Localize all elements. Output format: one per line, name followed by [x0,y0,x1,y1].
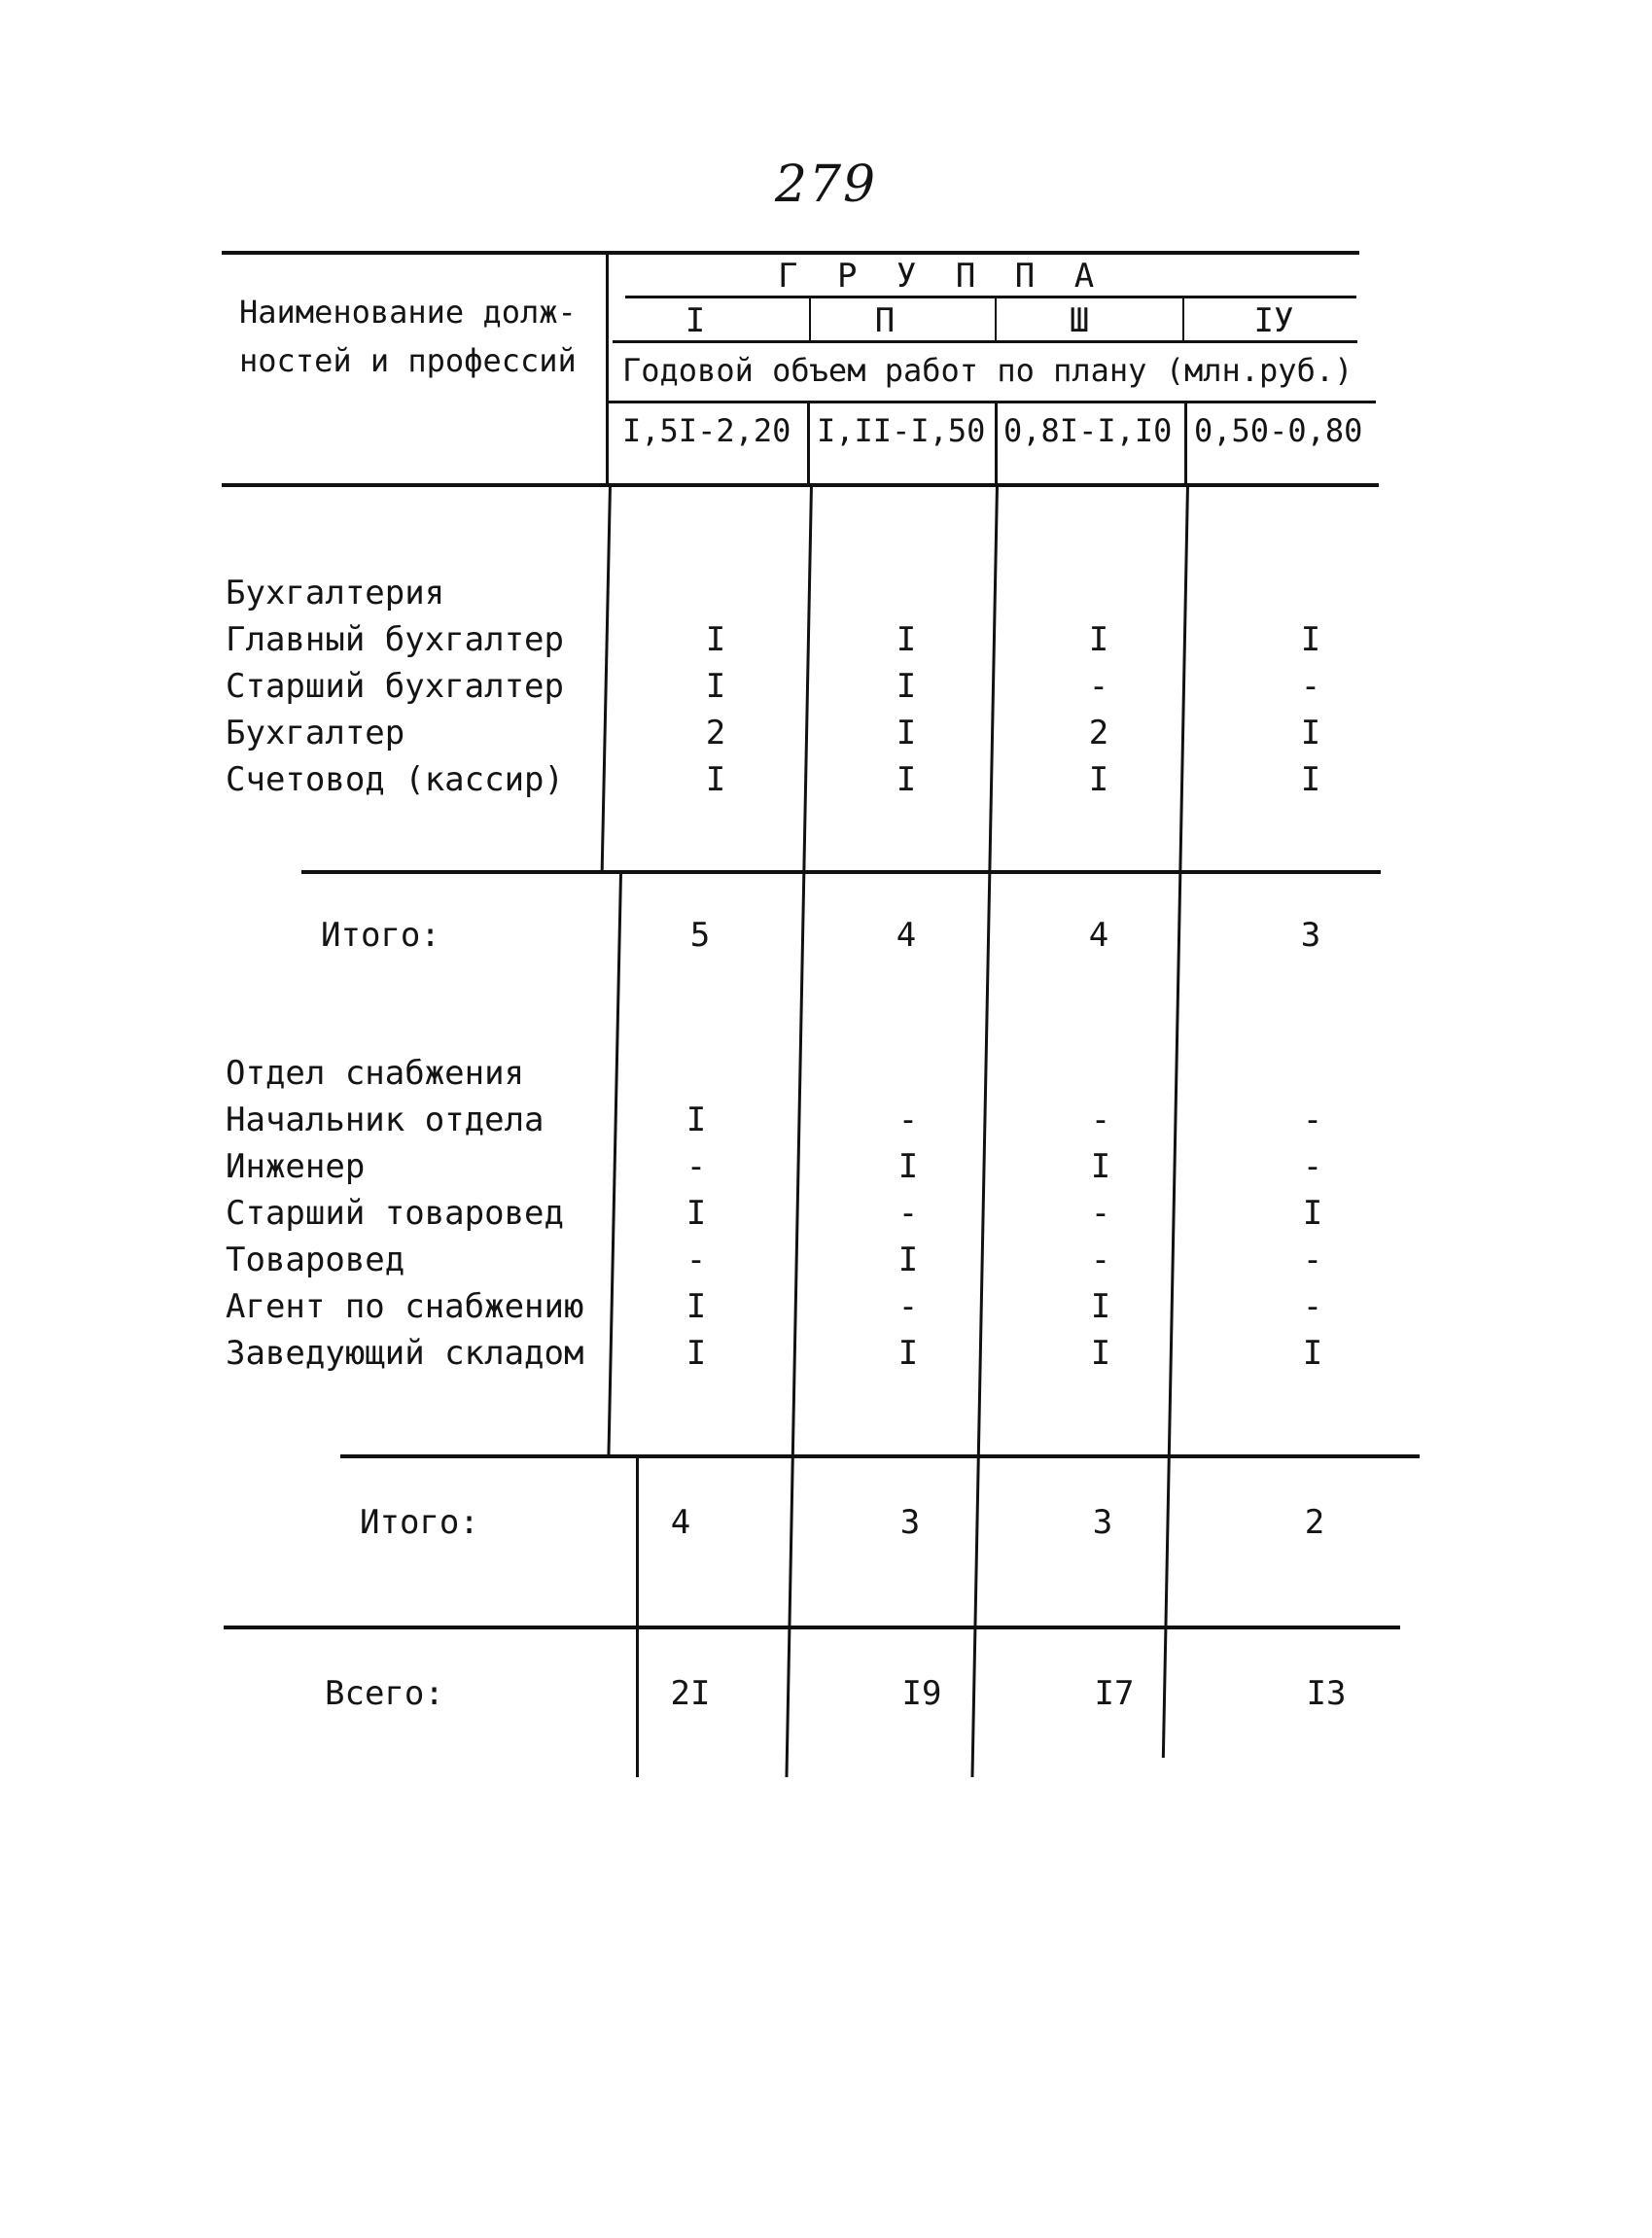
grand-total-value: 2I [670,1674,711,1713]
row-value: - [1302,1147,1323,1186]
group-column-divider [1184,402,1187,484]
name-column-divider [601,484,612,873]
row-name: Агент по снабжению [226,1287,584,1326]
row-value: I [705,620,726,659]
section-title-supply: Отдел снабжения [226,1054,525,1093]
range-group-4: 0,50-0,80 [1194,412,1363,449]
section-title-accounting: Бухгалтерия [226,574,445,612]
name-column-divider [607,873,622,1456]
total-value: 4 [896,916,917,955]
page-number: 279 [774,156,878,214]
row-name: Заведующий складом [226,1334,584,1373]
grand-total-value: I3 [1306,1674,1347,1713]
row-value: I [705,667,726,706]
row-value: I [1090,1334,1111,1373]
group-number-1: I [685,301,706,340]
total-value: 3 [899,1503,921,1542]
row-value: - [897,1194,919,1233]
row-value: - [1088,667,1109,706]
grand-total-label: Всего: [325,1674,444,1713]
row-name: Старший бухгалтер [226,667,564,706]
row-value: I [1088,760,1109,799]
row-value: I [897,1241,919,1279]
row-name: Начальник отдела [226,1101,545,1139]
row-value: I [897,1334,919,1373]
group-number-2: П [874,301,896,340]
total-label: Итого: [321,916,440,955]
row-value: - [1090,1194,1111,1233]
total-value: 4 [670,1503,691,1542]
row-name: Товаровед [226,1241,405,1279]
row-value: I [896,667,917,706]
name-column-divider [606,251,609,484]
section2-total-rule [340,1454,1420,1458]
name-column-header-line1: Наименование долж- [239,294,577,331]
group-column-divider [1162,484,1189,1758]
total-value: 3 [1092,1503,1113,1542]
row-value: I [896,714,917,752]
row-value: - [1302,1101,1323,1139]
row-value: I [685,1194,707,1233]
row-value: - [1300,667,1321,706]
group-column-divider [785,484,813,1777]
range-group-2: I,II-I,50 [817,412,986,449]
row-value: 2 [1088,714,1109,752]
group-number-rule [613,340,1357,343]
row-value: - [1090,1241,1111,1279]
volume-label: Годовой объем работ по плану (млн.руб.) [622,352,1353,389]
volume-label-rule [608,401,1376,403]
row-value: - [1302,1287,1323,1326]
total-value: 4 [1088,916,1109,955]
row-name: Главный бухгалтер [226,620,564,659]
row-value: I [896,620,917,659]
row-value: I [1300,714,1321,752]
row-name: Инженер [226,1147,366,1186]
row-value: I [897,1147,919,1186]
row-value: I [1090,1287,1111,1326]
row-value: - [897,1287,919,1326]
row-value: 2 [705,714,726,752]
group-number-3: Ш [1069,301,1090,340]
group-column-divider [1182,296,1184,340]
total-value: 3 [1300,916,1321,955]
group-column-divider [995,296,997,340]
total-value: 5 [689,916,711,955]
table-top-rule [222,251,1359,255]
row-value: - [897,1101,919,1139]
row-value: - [685,1147,707,1186]
row-value: I [1302,1334,1323,1373]
group-column-divider [807,402,810,484]
name-column-header-line2: ностей и профессий [239,342,577,379]
group-column-divider [809,296,811,340]
row-name: Бухгалтер [226,714,405,752]
row-value: I [1300,620,1321,659]
group-column-divider [970,484,999,1777]
total-label: Итого: [360,1503,479,1542]
range-group-3: 0,8I-I,I0 [1003,412,1173,449]
row-value: I [1300,760,1321,799]
row-value: I [685,1101,707,1139]
range-group-1: I,5I-2,20 [622,412,791,449]
section1-total-rule [301,870,1381,874]
header-bottom-rule [222,483,1379,487]
row-value: - [1302,1241,1323,1279]
group-number-4: IУ [1253,301,1294,340]
row-name: Счетовод (кассир) [226,760,564,799]
total-value: 2 [1304,1503,1325,1542]
grand-total-rule [224,1626,1400,1629]
grand-total-value: I9 [901,1674,942,1713]
grand-total-value: I7 [1094,1674,1135,1713]
row-value: I [685,1287,707,1326]
row-value: I [685,1334,707,1373]
row-value: I [1088,620,1109,659]
row-value: - [685,1241,707,1279]
row-name: Старший товаровед [226,1194,564,1233]
row-value: I [896,760,917,799]
row-value: I [1090,1147,1111,1186]
group-column-divider [995,402,998,484]
group-title-rule [625,296,1356,298]
group-title: Г Р У П П А [778,257,1105,296]
row-value: I [1302,1194,1323,1233]
row-value: - [1090,1101,1111,1139]
row-value: I [705,760,726,799]
